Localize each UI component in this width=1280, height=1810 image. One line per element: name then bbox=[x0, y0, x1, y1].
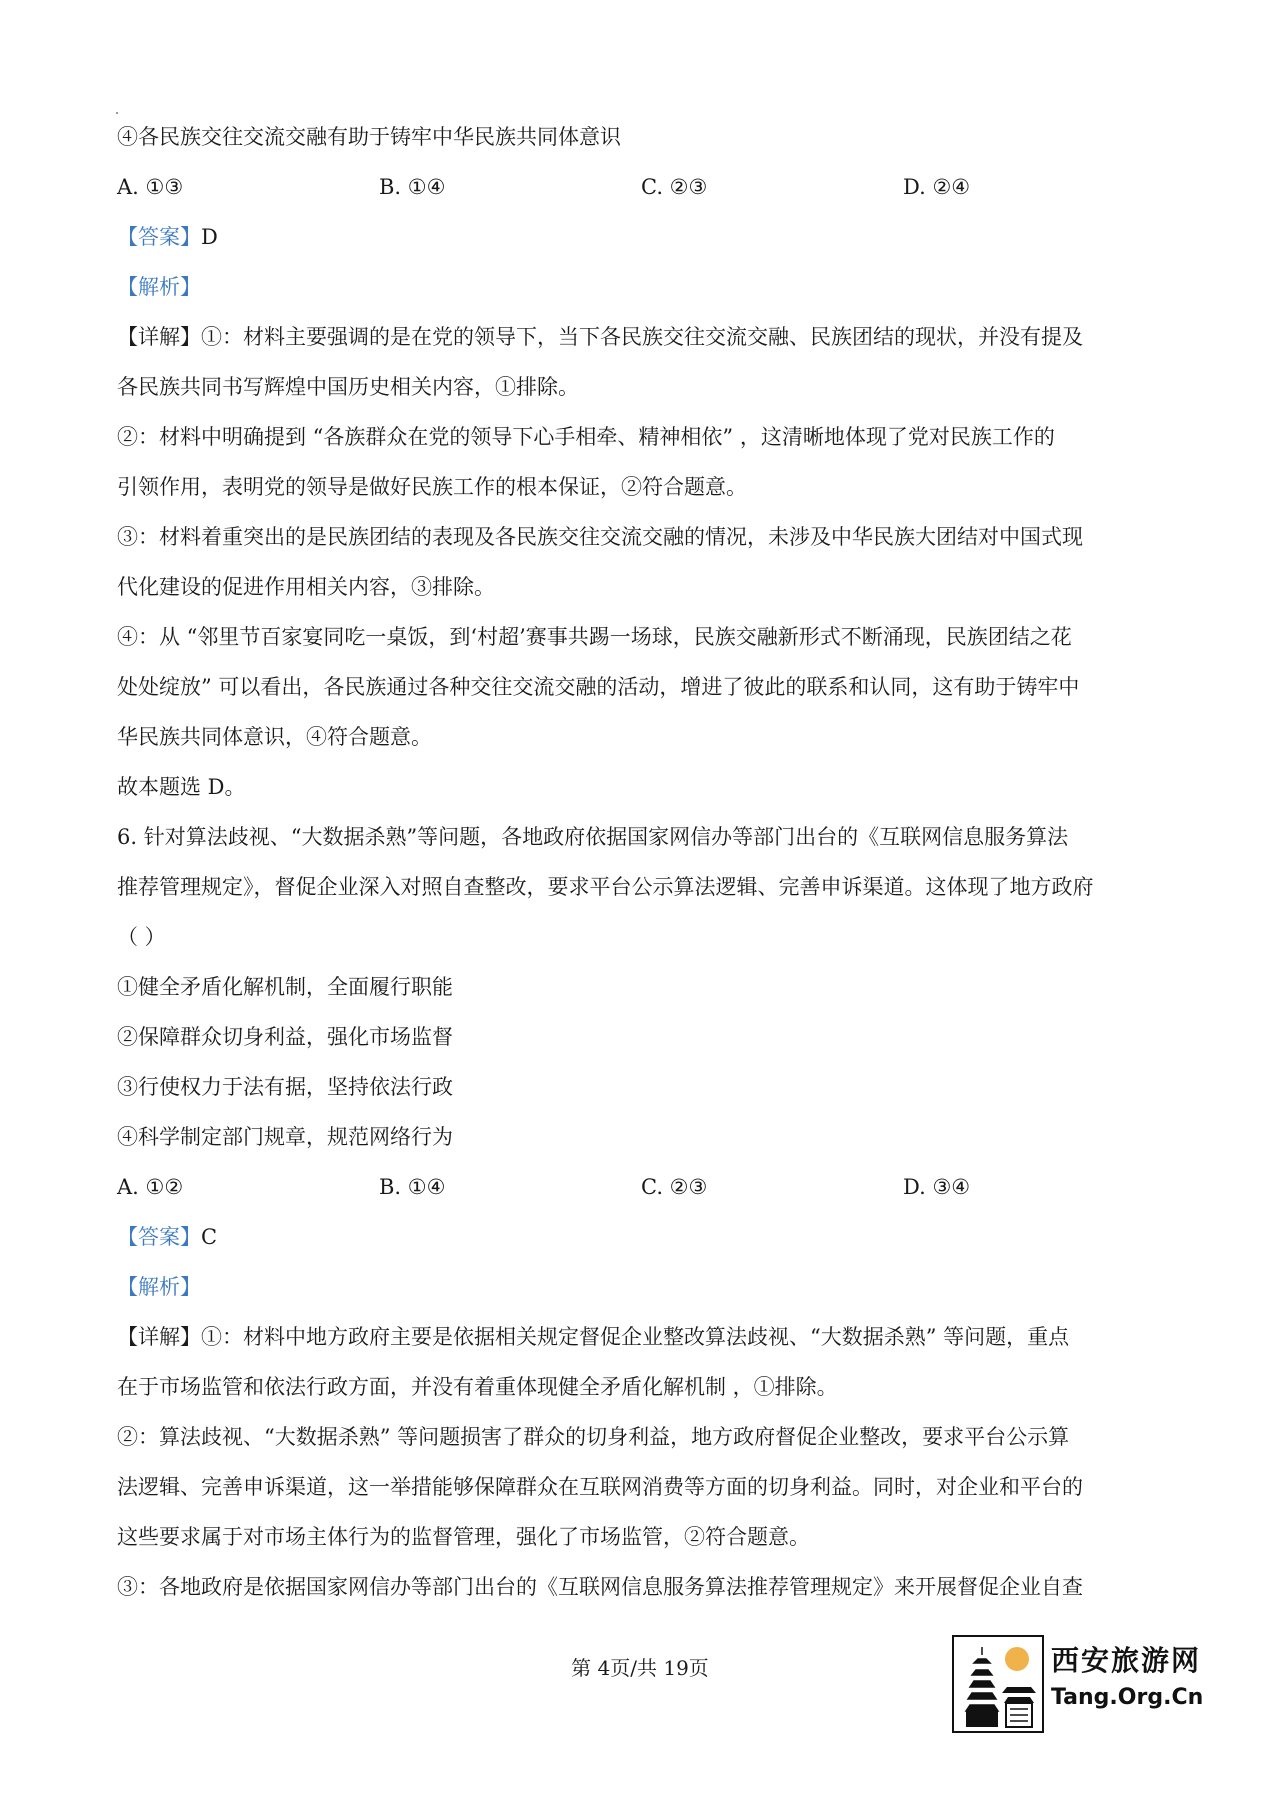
detail-tag: 【详解】 bbox=[117, 1325, 201, 1349]
q5-options bbox=[117, 172, 1177, 202]
answer-value: C bbox=[201, 1225, 218, 1249]
q5-analysis bbox=[117, 272, 1177, 302]
analysis-tag: 【解析】 bbox=[117, 1275, 201, 1299]
page-mark bbox=[116, 112, 118, 114]
q6-answer bbox=[117, 1222, 1177, 1252]
q6-item-4: ④科学制定部门规章，规范网络行为 bbox=[117, 1125, 453, 1149]
q5-detail-line: 处处绽放” 可以看出，各民族通过各种交往交流交融的活动，增进了彼此的联系和认同，这有助于铸牢中 bbox=[117, 675, 1080, 699]
answer-value: D bbox=[201, 225, 218, 249]
q6-option-b: B. ①④ bbox=[379, 1175, 446, 1199]
logo-text bbox=[1051, 1643, 1203, 1713]
page-footer: 第 4页/共 19页 bbox=[571, 1656, 709, 1680]
answer-tag: 【答案】 bbox=[117, 1225, 201, 1249]
logo-name-en: Tang.Org.Cn bbox=[1051, 1685, 1204, 1710]
q6-item-3: ③行使权力于法有据，坚持依法行政 bbox=[117, 1075, 453, 1099]
analysis-tag: 【解析】 bbox=[117, 275, 201, 299]
q6-blank: （ ） bbox=[117, 925, 166, 949]
q5-option-a: A. ①③ bbox=[117, 175, 184, 199]
q5-option-b: B. ①④ bbox=[379, 175, 446, 199]
q5-detail-line: 代化建设的促进作用相关内容，③排除。 bbox=[117, 575, 495, 599]
q5-conclusion: 故本题选 D。 bbox=[117, 775, 246, 799]
q6-detail-line: ②：算法歧视、“大数据杀熟” 等问题损害了群众的切身利益，地方政府督促企业整改，要求平台公示算 bbox=[117, 1425, 1070, 1449]
q6-detail-line: 这些要求属于对市场主体行为的监督管理，强化了市场监管，②符合题意。 bbox=[117, 1525, 810, 1549]
q6-option-a: A. ①② bbox=[117, 1175, 184, 1199]
q5-detail-line: ④：从 “邻里节百家宴同吃一桌饭，到‘村超’赛事共踢一场球，民族交融新形式不断涌现，民族团结之花 bbox=[117, 625, 1072, 649]
detail-text: ①：材料主要强调的是在党的领导下，当下各民族交往交流交融、民族团结的现状，并没有提及 bbox=[201, 325, 1083, 349]
q6-detail-line: 在于市场监管和依法行政方面，并没有着重体现健全矛盾化解机制 ，①排除。 bbox=[117, 1375, 838, 1399]
q6-option-d: D. ③④ bbox=[903, 1175, 971, 1199]
q5-detail-line bbox=[117, 322, 1177, 352]
q6-option-c: C. ②③ bbox=[641, 1175, 708, 1199]
q6-item-1: ①健全矛盾化解机制，全面履行职能 bbox=[117, 975, 453, 999]
q6-detail-line: ③：各地政府是依据国家网信办等部门出台的《互联网信息服务算法推荐管理规定》来开展督促企业自查 bbox=[117, 1575, 1083, 1599]
q5-detail-line: 各民族共同书写辉煌中国历史相关内容，①排除。 bbox=[117, 375, 579, 399]
q5-item-4: ④各民族交往交流交融有助于铸牢中华民族共同体意识 bbox=[117, 125, 621, 149]
q6-detail-line bbox=[117, 1322, 1177, 1352]
q6-stem-line: 推荐管理规定》，督促企业深入对照自查整改，要求平台公示算法逻辑、完善申诉渠道。这体现了地方政府 bbox=[117, 875, 1094, 899]
page-content bbox=[117, 122, 1177, 1622]
q5-detail-line: ②：材料中明确提到 “各族群众在党的领导下心手相牵、精神相依” ，这清晰地体现了党对民族工作的 bbox=[117, 425, 1055, 449]
q5-option-d: D. ②④ bbox=[903, 175, 971, 199]
logo-name-cn: 西安旅游网 bbox=[1051, 1644, 1202, 1677]
detail-tag: 【详解】 bbox=[117, 325, 201, 349]
q6-item-2: ②保障群众切身利益，强化市场监督 bbox=[117, 1025, 453, 1049]
detail-text: ①：材料中地方政府主要是依据相关规定督促企业整改算法歧视、“大数据杀熟” 等问题，重点 bbox=[201, 1325, 1070, 1349]
q6-detail-line: 法逻辑、完善申诉渠道，这一举措能够保障群众在互联网消费等方面的切身利益。同时，对企业和平台的 bbox=[117, 1475, 1083, 1499]
q5-answer bbox=[117, 222, 1177, 252]
q5-option-c: C. ②③ bbox=[641, 175, 708, 199]
q5-detail-line: 引领作用，表明党的领导是做好民族工作的根本保证，②符合题意。 bbox=[117, 475, 747, 499]
q6-stem-line: 6. 针对算法歧视、“大数据杀熟”等问题，各地政府依据国家网信办等部门出台的《互联网信息服务算法 bbox=[117, 825, 1069, 849]
q5-detail-line: ③：材料着重突出的是民族团结的表现及各民族交往交流交融的情况，未涉及中华民族大团结对中国式现 bbox=[117, 525, 1083, 549]
q5-detail-line: 华民族共同体意识，④符合题意。 bbox=[117, 725, 432, 749]
q6-analysis bbox=[117, 1272, 1177, 1302]
answer-tag: 【答案】 bbox=[117, 225, 201, 249]
q6-options bbox=[117, 1172, 1177, 1202]
